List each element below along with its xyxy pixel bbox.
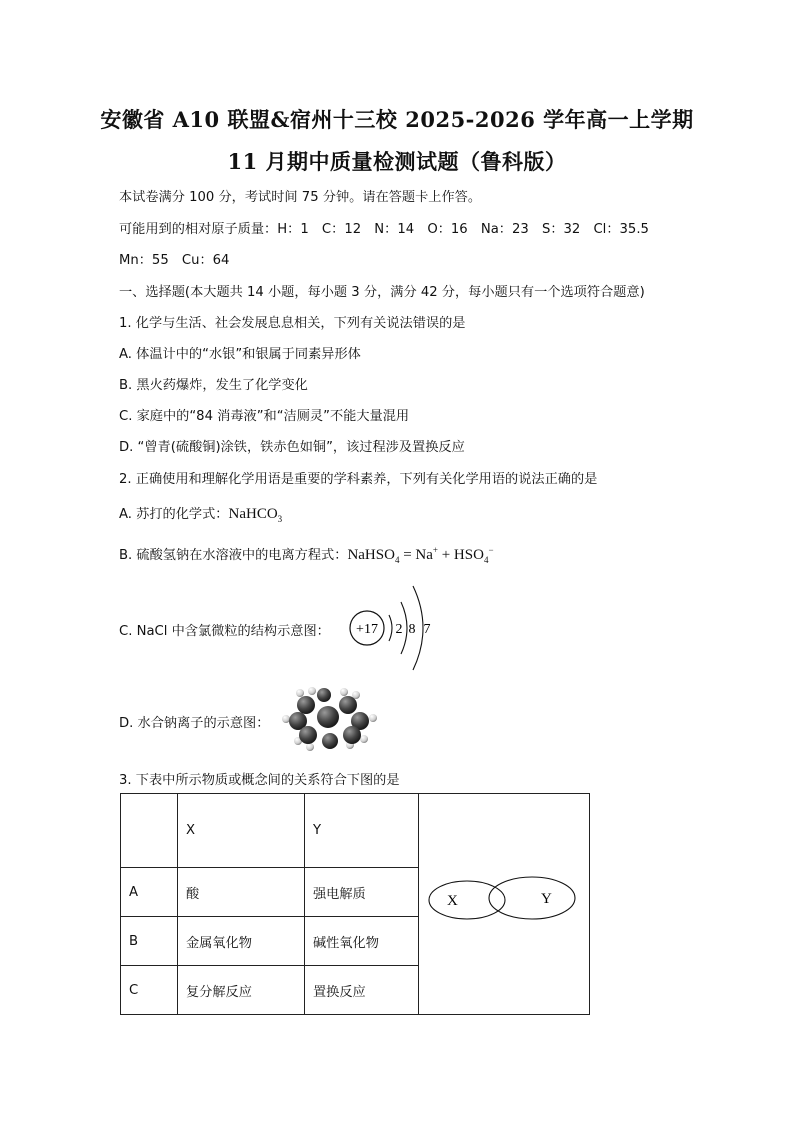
q1-stem: 1. 化学与生活、社会发展息息相关，下列有关说法错误的是 [119,316,466,331]
venn-diagram-cell [419,794,590,1015]
chlorine-atom-structure-diagram [345,582,445,674]
exam-info: 本试卷满分 100 分，考试时间 75 分钟。请在答题卡上作答。 [119,190,482,205]
venn-label-x: X [447,893,458,909]
table-cell: 金属氧化物 [178,917,305,966]
nucleus-charge: +17 [356,622,378,637]
venn-label-y: Y [541,891,552,907]
hydrated-sodium-ion-model [280,685,380,755]
table-cell: C [121,966,178,1015]
q2-option-c: C. NaCl 中含氯微粒的结构示意图： [119,624,330,639]
table-cell: 复分解反应 [178,966,305,1015]
table-cell: 碱性氧化物 [305,917,419,966]
shell-3-electrons: 7 [423,622,431,637]
electron-shell-1-arc [389,615,392,641]
q1-option-b: B. 黑火药爆炸，发生了化学变化 [119,378,308,393]
table-cell: 置换反应 [305,966,419,1015]
q2-stem: 2. 正确使用和理解化学用语是重要的学科素养，下列有关化学用语的说法正确的是 [119,472,598,487]
q2-option-a [119,503,282,524]
q2-option-b [119,544,494,565]
doc-title-line-1: 安徽省 A10 联盟&宿州十三校 2025-2026 学年高一上学期 [100,107,694,132]
nahco3-formula: NaHCO$_3$ [228,506,283,524]
table-header-x: X [178,794,305,868]
table-header-row [121,794,590,868]
table-cell [121,794,178,868]
doc-title-line-2: 11 月期中质量检测试题（鲁科版） [227,149,567,174]
venn-diagram [419,794,589,1014]
table-cell: 酸 [178,868,305,917]
table-header-y: Y [305,794,419,868]
atomic-mass-line-1: 可能用到的相对原子质量：H：1 C：12 N：14 O：16 Na：23 S：32 Cl：35.5 [119,222,649,237]
shell-2-electrons: 8 [408,622,416,637]
atomic-mass-line-2: Mn：55 Cu：64 [119,253,230,268]
q2-option-a-label: A. 苏打的化学式： [119,507,229,522]
q1-option-d: D. “曾青(硫酸铜)涂铁，铁赤色如铜”，该过程涉及置换反应 [119,440,465,455]
section-heading: 一、选择题(本大题共 14 小题，每小题 3 分，满分 42 分，每小题只有一个选项符合题意) [119,285,645,300]
q1-option-c: C. 家庭中的“84 消毒液”和“洁厕灵”不能大量混用 [119,409,410,424]
venn-circle-x [429,881,505,919]
shell-1-electrons: 2 [395,622,403,637]
q3-table [120,793,590,1015]
venn-circle-y [489,877,575,919]
q2-option-b-label: B. 硫酸氢钠在水溶液中的电离方程式： [119,548,348,563]
table-cell: A [121,868,178,917]
q3-stem: 3. 下表中所示物质或概念间的关系符合下图的是 [119,773,400,788]
q2-option-d: D. 水合钠离子的示意图： [119,716,270,731]
q1-option-a: A. 体温计中的“水银”和银属于同素异形体 [119,347,361,362]
table-cell: 强电解质 [305,868,419,917]
ionization-equation: NaHSO$_4$ = $Na^+ + HSO_4^-$ [347,545,494,565]
table-cell: B [121,917,178,966]
